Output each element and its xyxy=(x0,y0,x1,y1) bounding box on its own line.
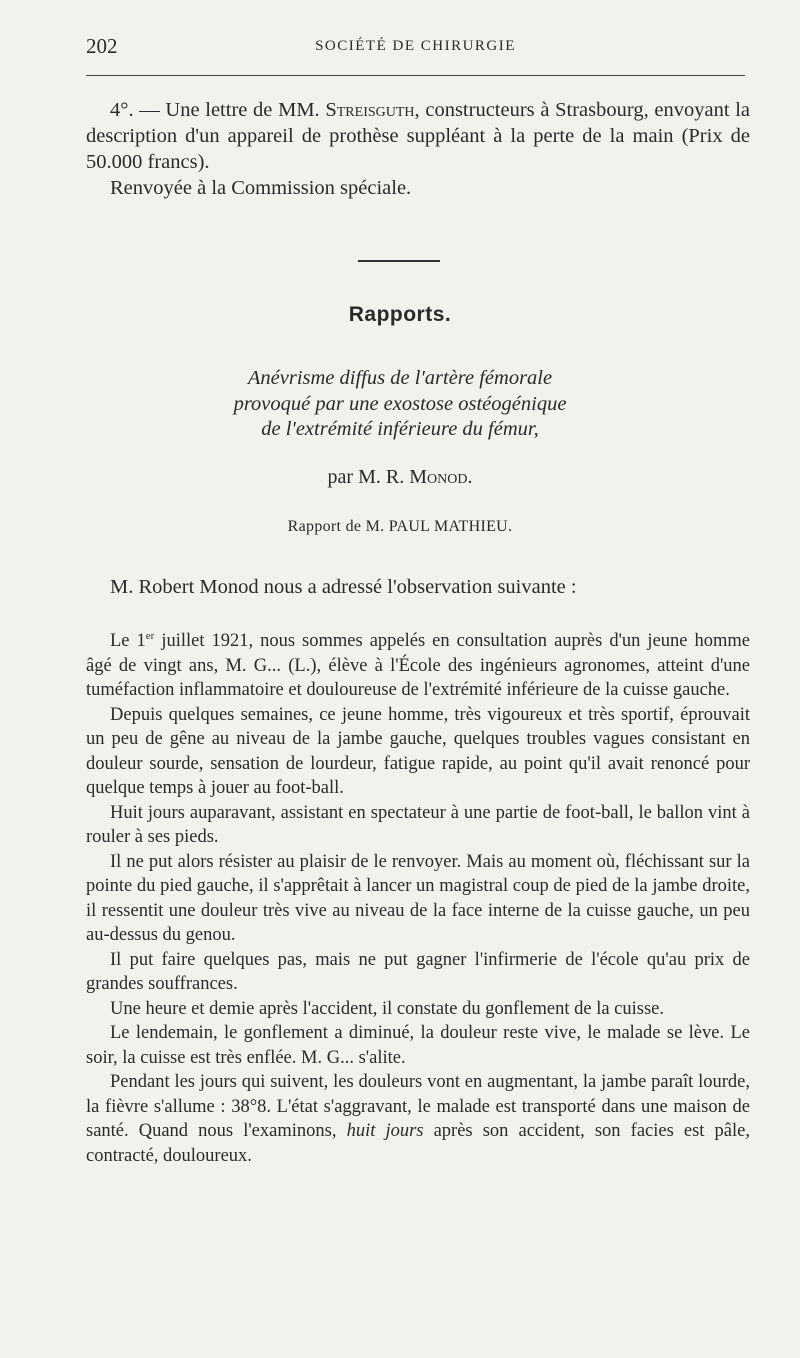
p1-start: Le 1 xyxy=(110,631,146,651)
body-paragraph: Depuis quelques semaines, ce jeune homme, très vigoureux et très sportif, éprouvait un peu de gêne au niveau de la jambe gauche, quelques troubles vagues consistant en douleur sourde, sensation de lourdeur, fatigue rapide, au point qu'il avait renoncé pour quelque temps à jouer au foot-ball. xyxy=(86,704,750,798)
page-header xyxy=(86,30,745,64)
body-paragraph xyxy=(86,1070,750,1168)
intro xyxy=(86,574,750,600)
author-prefix: par M. R. xyxy=(327,466,410,488)
body-paragraph: Il put faire quelques pas, mais ne put gagner l'infirmerie de l'école qu'au prix de grandes souffrances. xyxy=(86,949,750,994)
p1-rest: juillet 1921, nous sommes appelés en consultation auprès d'un jeune homme âgé de vingt ans, M. G... (L.), élève à l'École des ingénieurs agronomes, atteint d'une tuméfaction inflammatoire et douloureuse de l'extrémité inférieure de la cuisse gauche. xyxy=(86,631,750,700)
item-4-referral: Renvoyée à la Commission spéciale. xyxy=(110,177,412,199)
body-paragraph xyxy=(86,629,750,703)
item-4-paragraph xyxy=(86,97,750,175)
report-by: Rapport de M. PAUL MATHIEU. xyxy=(287,518,513,535)
article-title-line: provoqué par une exostose ostéogénique xyxy=(233,392,567,415)
body-paragraph: Huit jours auparavant, assistant en spectateur à une partie de foot-ball, le ballon vint à rouler à ses pieds. xyxy=(86,802,750,847)
p1-sup: er xyxy=(145,630,155,642)
article-author xyxy=(0,466,800,489)
article-title-line: Anévrisme diffus de l'artère fémorale xyxy=(247,367,553,389)
page-number: 202 xyxy=(86,34,118,58)
header-rule xyxy=(86,75,745,76)
author-name: Monod. xyxy=(409,466,473,488)
item-4-prefix: 4°. — Une lettre de MM. xyxy=(110,99,326,121)
body-paragraph: Il ne put alors résister au plaisir de le renvoyer. Mais au moment où, fléchissant sur la pointe du pied gauche, il s'apprêtait à lancer un magistral coup de pied de la jambe droite, il ressentit une douleur très vive au niveau de la face interne de la cuisse gauche, un peu au-dessus du genou. xyxy=(86,851,750,945)
article-title-line: de l'extrémité inférieure du fémur, xyxy=(261,418,539,440)
intro-paragraph: M. Robert Monod nous a adressé l'observation suivante : xyxy=(110,576,577,598)
item-4-text: , constructeurs à Strasbourg, envoyant la description d'un appareil de prothèse suppléant à la perte de la main (Prix de 50.000 francs). xyxy=(86,99,750,173)
section-separator xyxy=(358,260,440,262)
running-head: SOCIÉTÉ DE CHIRURGIE xyxy=(315,38,516,54)
item-4-name: Streisguth xyxy=(325,99,415,121)
p8-italic: huit jours xyxy=(346,1121,424,1141)
article-title xyxy=(0,366,800,443)
body-paragraph: Le lendemain, le gonflement a diminué, la douleur reste vive, le malade se lève. Le soir, la cuisse est très enflée. M. G... s'alite. xyxy=(86,1023,750,1068)
body-text xyxy=(86,629,750,1168)
body-paragraph: Une heure et demie après l'accident, il constate du gonflement de la cuisse. xyxy=(110,998,665,1019)
p8-start: Pendant les jours qui suivent, les douleurs vont en augmentant, la jambe paraît lourde, la fièvre s'allume : 38°8. L'état s'aggravant, le malade est transporté dans une maison de santé. Quand nous l'examinons, xyxy=(86,1072,750,1141)
p8-rest: après son accident, son facies est pâle, contracté, douloureux. xyxy=(86,1121,750,1166)
item-4-letter xyxy=(86,97,750,201)
section-title: Rapports. xyxy=(348,303,452,326)
